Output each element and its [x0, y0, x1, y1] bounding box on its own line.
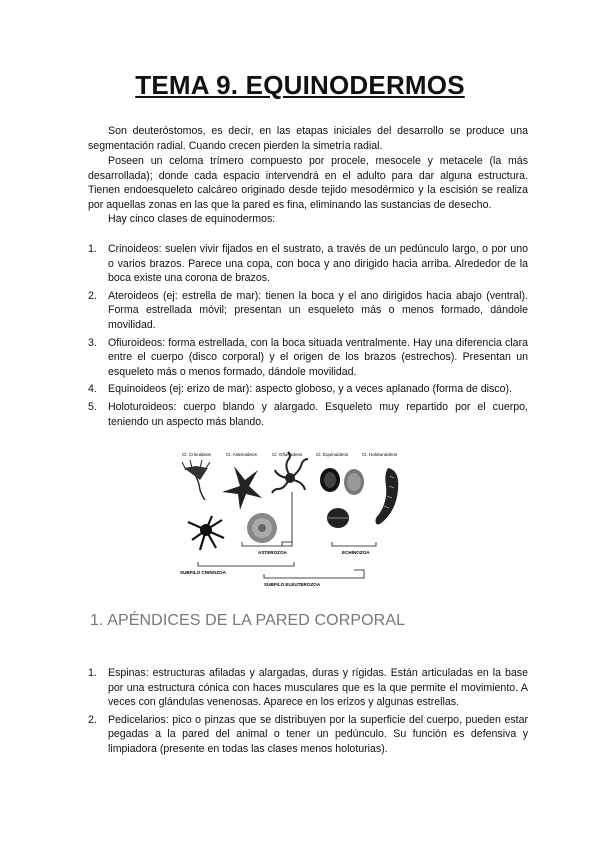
list-item — [88, 382, 528, 397]
brittle-star-illustration — [272, 452, 308, 493]
label-asterozoa: ASTEROZOA — [258, 550, 287, 555]
list-text: Holoturoideos: cuerpo blando y alargado. Esqueleto muy repartido por el cuerpo, teniendo un aspecto más blando. — [108, 400, 528, 428]
list-text: Pedicelarios: pico o pinzas que se distribuyen por la superficie del cuerpo, pueden estar pegadas a la pared del animal o tener un pedúnculo. Su función es defensiva y limpiadora (presente en todas las clases menos holoturias). — [108, 713, 528, 755]
label-subfilo-eleuterozoa: SUBFILO ELEUTEROZOA — [264, 582, 321, 586]
list-number: 2. — [88, 713, 97, 726]
label-equinoideos: Cl. Equinoideos — [316, 452, 349, 457]
sea-urchin-illustration — [320, 468, 364, 528]
classes-list — [88, 242, 528, 432]
label-echinozoa: ECHINOZOA — [342, 550, 370, 555]
echinoderm-classes-figure — [178, 446, 418, 586]
crinoid-stalked-illustration — [182, 460, 210, 500]
label-crinoideos: Cl. Crinoideos — [182, 452, 211, 457]
label-asteroideos: Cl. Asteroideos — [226, 452, 257, 457]
label-subfilo-crinozoa: SUBFILO CRINOZOA — [180, 570, 226, 575]
list-item — [88, 289, 528, 333]
feather-star-illustration — [188, 516, 224, 550]
label-ofiuroideos: Cl. Ofiuroideos — [272, 452, 303, 457]
list-item — [88, 713, 528, 757]
list-number: 2. — [88, 289, 97, 302]
page-title: TEMA 9. EQUINODERMOS — [135, 70, 465, 100]
intro-paragraph-3: Hay cinco clases de equinodermos: — [108, 213, 276, 225]
list-number: 1. — [88, 243, 97, 255]
list-text: Crinoideos: suelen vivir fijados en el sustrato, a través de un pedúnculo largo, o por uno o varios brazos. Parece una copa, con boca y ano dirigido hacia arriba. Alrededor de la boca existe una corona de brazos. — [108, 243, 528, 285]
intro-paragraph-1: Son deuteróstomos, es decir, en las etapas iniciales del desarrollo se produce una segmentación radial. Cuando crecen pierden la simetría radial. — [88, 125, 528, 152]
list-number: 1. — [88, 667, 97, 679]
list-item — [88, 242, 528, 286]
list-number: 3. — [88, 336, 97, 349]
classification-brackets — [198, 492, 376, 578]
list-text: Espinas: estructuras afiladas y alargadas, duras y rígidas. Están articuladas en la base por una estructura cónica con haces musculares que es la que permite el movimiento. A veces con glándulas venenosas. Aparece en los erizos y algunas estrellas. — [108, 667, 528, 709]
list-text: Equinoideos (ej: erizo de mar): aspecto globoso, y a veces aplanado (forma de disco). — [108, 383, 512, 396]
list-item — [88, 336, 528, 380]
section-heading-apendices: 1. APÉNDICES DE LA PARED CORPORAL — [90, 612, 406, 629]
list-number: 4. — [88, 383, 97, 396]
label-holoturoideos: Cl. Holoturoideos — [362, 452, 398, 457]
list-text: Ateroideos (ej: estrella de mar): tienen la boca y el ano dirigidos hacia abajo (ventral). Forma estrellada móvil; presentan un esqueleto más o menos formado, dándole movilidad. — [108, 289, 528, 331]
appendices-list — [88, 666, 528, 760]
sea-cucumber-illustration — [376, 468, 399, 524]
cushion-star-illustration — [247, 513, 277, 543]
list-item — [88, 400, 528, 429]
list-item — [88, 666, 528, 710]
list-text: Ofiuroideos: forma estrellada, con la boca situada ventralmente. Hay una diferencia clara entre el cuerpo (disco corporal) y el origen de los brazos (estrechos). Presentan un esqueleto más o menos formado, dándole movilidad. — [108, 336, 528, 378]
intro-paragraph-2: Poseen un celoma trímero compuesto por procele, mesocele y metacele (la más desarrollada); donde cada espacio intervendrá en el adulto para dar alguna estructura. Tienen endoesqueleto calcáreo originado desde tejido mesodérmico y la escisión se realiza por aquellas zonas en las que la pared es fina, eliminando las sustancias de desecho. — [88, 155, 528, 211]
list-number: 5. — [88, 400, 97, 413]
starfish-illustration — [222, 466, 262, 510]
